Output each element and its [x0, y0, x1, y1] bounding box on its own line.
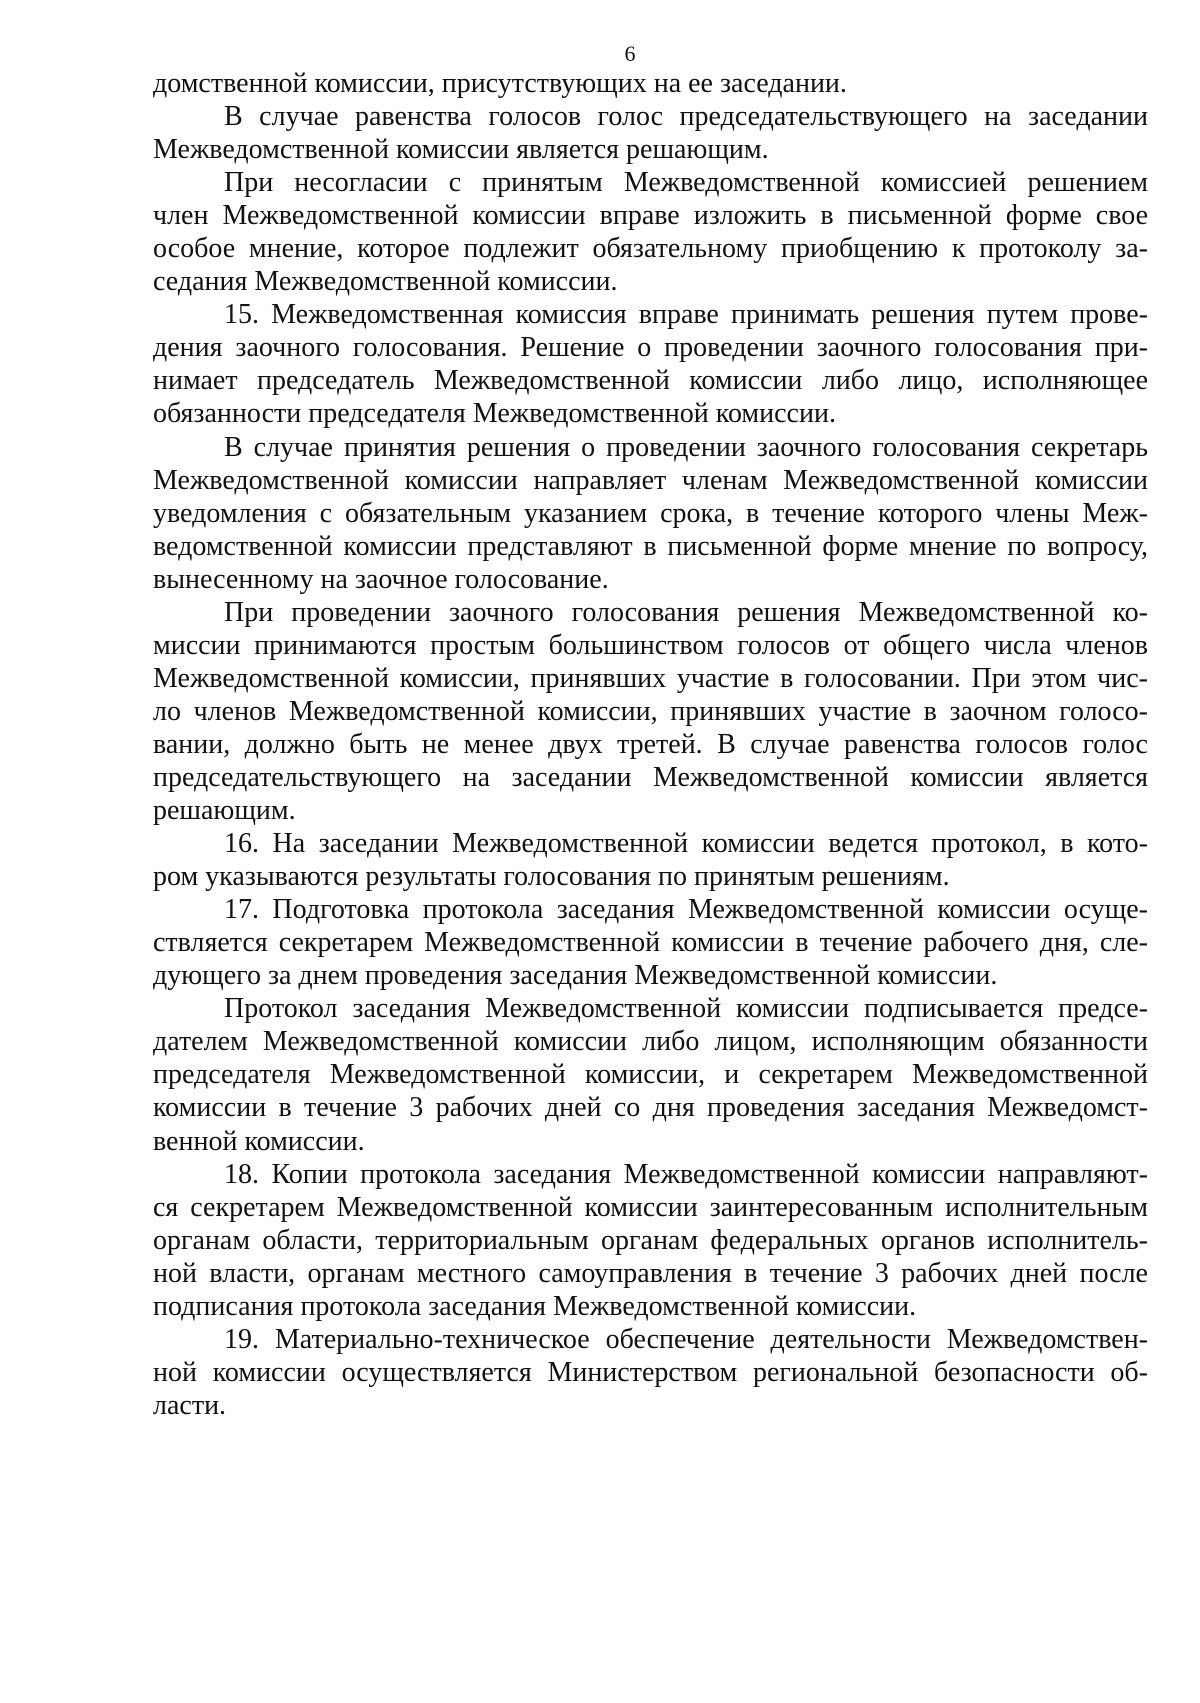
text-line: домственной комиссии, присутствующих на ее заседании.	[153, 68, 847, 99]
text-line: решающим.	[153, 795, 296, 827]
text-line: В случае принятия решения о проведении заочного голосования секретарь	[224, 431, 1148, 463]
text-line: Протокол заседания Межведомственной комиссии подписывается предсе-	[224, 993, 1148, 1025]
text-line: ной комиссии осуществляется Министерством региональной безопасности об-	[153, 1356, 1148, 1388]
text-line: В случае равенства голосов голос председательствующего на заседании	[224, 101, 1148, 133]
text-line: органам области, территориальным органам федеральных органов исполнитель-	[153, 1224, 1148, 1256]
text-line: особое мнение, которое подлежит обязательному приобщению к протоколу за-	[153, 233, 1148, 265]
text-line: ной власти, органам местного самоуправления в течение 3 рабочих дней после	[153, 1257, 1148, 1289]
text-line: 19. Материально-техническое обеспечение деятельности Межведомствен-	[224, 1323, 1148, 1355]
text-line: вынесенному на заочное голосование.	[153, 563, 609, 595]
text-line: 17. Подготовка протокола заседания Межведомственной комиссии осуще-	[224, 894, 1148, 926]
text-line: При несогласии с принятым Межведомственной комиссией решением	[224, 167, 1148, 199]
text-line: При проведении заочного голосования решения Межведомственной ко-	[224, 596, 1148, 628]
text-line: 18. Копии протокола заседания Межведомственной комиссии направляют-	[224, 1158, 1148, 1190]
text-line: вании, должно быть не менее двух третей. В случае равенства голосов голос	[153, 728, 1148, 760]
text-line: Межведомственной комиссии, принявших участие в голосовании. При этом чис-	[153, 662, 1148, 694]
text-line: обязанности председателя Межведомственной комиссии.	[153, 398, 836, 430]
text-line: ствляется секретарем Межведомственной комиссии в течение рабочего дня, сле-	[153, 927, 1148, 959]
page-number: 6	[624, 41, 636, 66]
text-line: ведомственной комиссии представляют в письменной форме мнение по вопросу,	[153, 530, 1148, 562]
text-line: дующего за днем проведения заседания Межведомственной комиссии.	[153, 960, 998, 992]
text-line: председательствующего на заседании Межведомственной комиссии является	[153, 761, 1148, 793]
text-line: ром указываются результаты голосования по принятым решениям.	[153, 861, 950, 893]
text-line: ся секретарем Межведомственной комиссии заинтересованным исполнительным	[153, 1191, 1148, 1223]
text-line: 15. Межведомственная комиссия вправе принимать решения путем прове-	[224, 299, 1148, 331]
text-line: подписания протокола заседания Межведомственной комиссии.	[153, 1290, 917, 1322]
text-line: венной комиссии.	[153, 1125, 365, 1157]
text-line: Межведомственной комиссии является решающим.	[153, 134, 769, 166]
text-line: Межведомственной комиссии направляет членам Межведомственной комиссии	[153, 464, 1148, 496]
text-line: председателя Межведомственной комиссии, и секретарем Межведомственной	[153, 1059, 1148, 1091]
text-line: член Межведомственной комиссии вправе изложить в письменной форме свое	[153, 200, 1148, 232]
text-line: ласти.	[153, 1389, 227, 1421]
text-line: миссии принимаются простым большинством голосов от общего числа членов	[153, 629, 1148, 661]
document-body	[153, 67, 1148, 1422]
text-line: нимает председатель Межведомственной комиссии либо лицо, исполняющее	[153, 365, 1148, 397]
text-line: дения заочного голосования. Решение о проведении заочного голосования при-	[153, 332, 1148, 364]
text-line: седания Межведомственной комиссии.	[153, 266, 618, 298]
text-line: уведомления с обязательным указанием срока, в течение которого члены Меж-	[153, 497, 1148, 529]
text-line: ло членов Межведомственной комиссии, принявших участие в заочном голосо-	[153, 695, 1148, 727]
text-line: 16. На заседании Межведомственной комиссии ведется протокол, в кото-	[224, 828, 1148, 860]
text-line: дателем Межведомственной комиссии либо лицом, исполняющим обязанности	[153, 1026, 1148, 1058]
text-line: комиссии в течение 3 рабочих дней со дня проведения заседания Межведомст-	[153, 1092, 1148, 1124]
